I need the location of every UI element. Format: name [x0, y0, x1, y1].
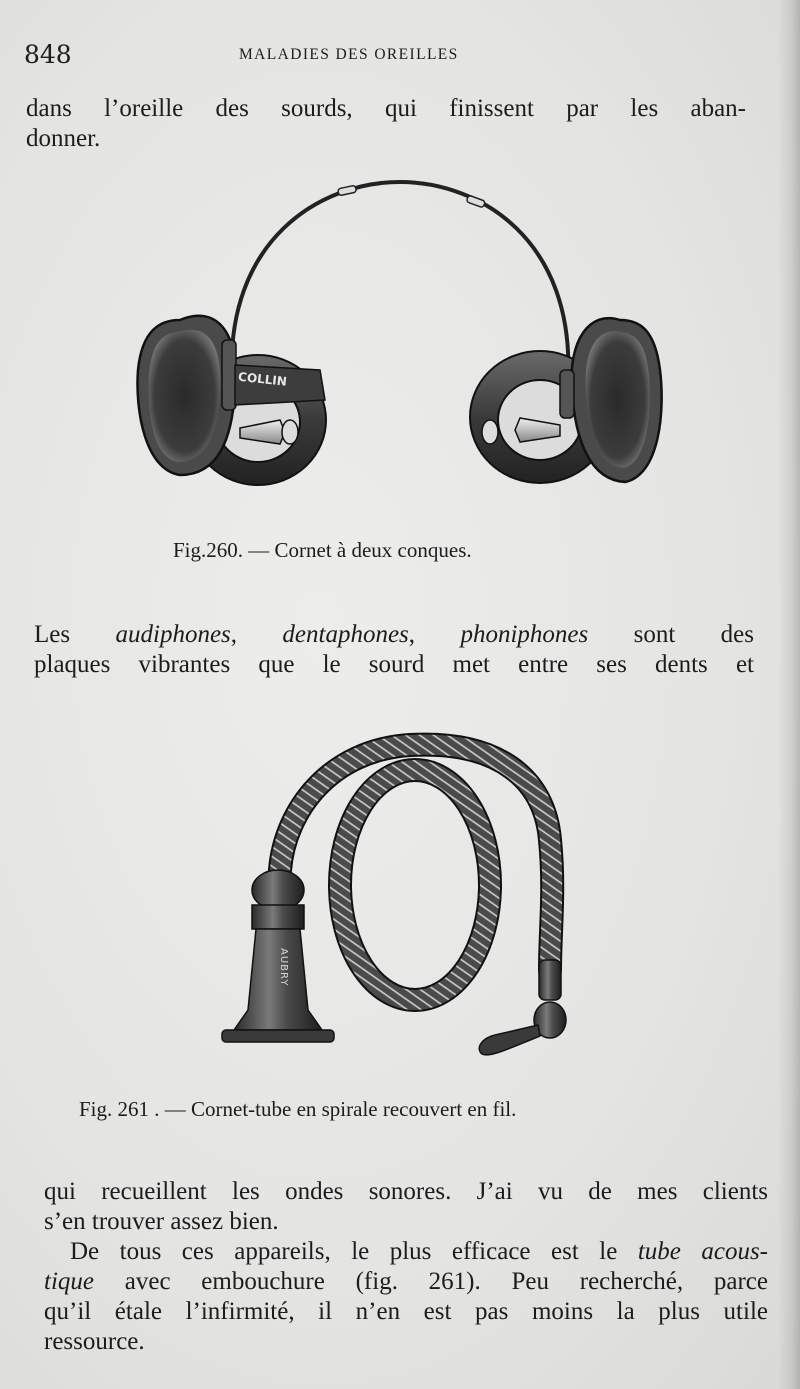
paragraph-line: plaques vibrantes que le sourd met entre ses dents et — [34, 651, 754, 678]
italic-term: tique — [44, 1268, 94, 1295]
paragraph-3 — [44, 1177, 768, 1237]
paragraph-line: dans l’oreille des sourds, qui finissent par les aban- — [26, 95, 746, 122]
figure-260-maker-mark: COLLIN — [237, 369, 288, 389]
page-number: 848 — [24, 40, 72, 69]
italic-term: audiphones — [115, 621, 231, 648]
text-run: sont des — [588, 621, 754, 648]
italic-term: phoniphones — [460, 621, 589, 648]
paragraph-line: qui recueillent les ondes sonores. J’ai vu de mes clients — [44, 1178, 768, 1205]
left-conch — [137, 316, 326, 485]
paragraph-line — [44, 1237, 768, 1267]
paragraph-line: s’en trouver assez bien. — [44, 1208, 279, 1235]
text-run: avec embouchure (fig. 261). Peu recherché, parce — [94, 1268, 768, 1295]
page-header — [24, 38, 754, 72]
figure-261-caption: Fig. 261 . — Cornet-tube en spirale recouvert en fil. — [79, 1097, 517, 1121]
italic-term: tube acous- — [637, 1238, 768, 1265]
text-run: Les — [34, 621, 116, 648]
page-spine-shadow — [778, 0, 800, 1389]
paragraph-1 — [26, 94, 746, 154]
figure-260-caption: Fig.260. — Cornet à deux conques. — [173, 538, 472, 562]
paragraph-2 — [34, 620, 754, 680]
running-title: MALADIES DES OREILLES — [239, 46, 459, 63]
figure-261-maker-mark: AUBRY — [278, 948, 289, 987]
text-run: , — [408, 621, 461, 648]
paragraph-line: donner. — [26, 125, 101, 152]
figure-260-illustration — [120, 170, 680, 515]
paragraph-line — [44, 1267, 768, 1297]
text-run: , — [230, 621, 283, 648]
paragraph-line: ressource. — [44, 1328, 145, 1355]
text-run: De tous ces appareils, le plus efficace est le — [70, 1238, 638, 1265]
paragraph-4 — [44, 1237, 768, 1357]
figure-261-illustration — [210, 730, 590, 1070]
paragraph-line — [34, 620, 754, 650]
italic-term: dentaphones — [282, 621, 409, 648]
paragraph-line: qu’il étale l’infirmité, il n’en est pas moins la plus utile — [44, 1298, 768, 1325]
